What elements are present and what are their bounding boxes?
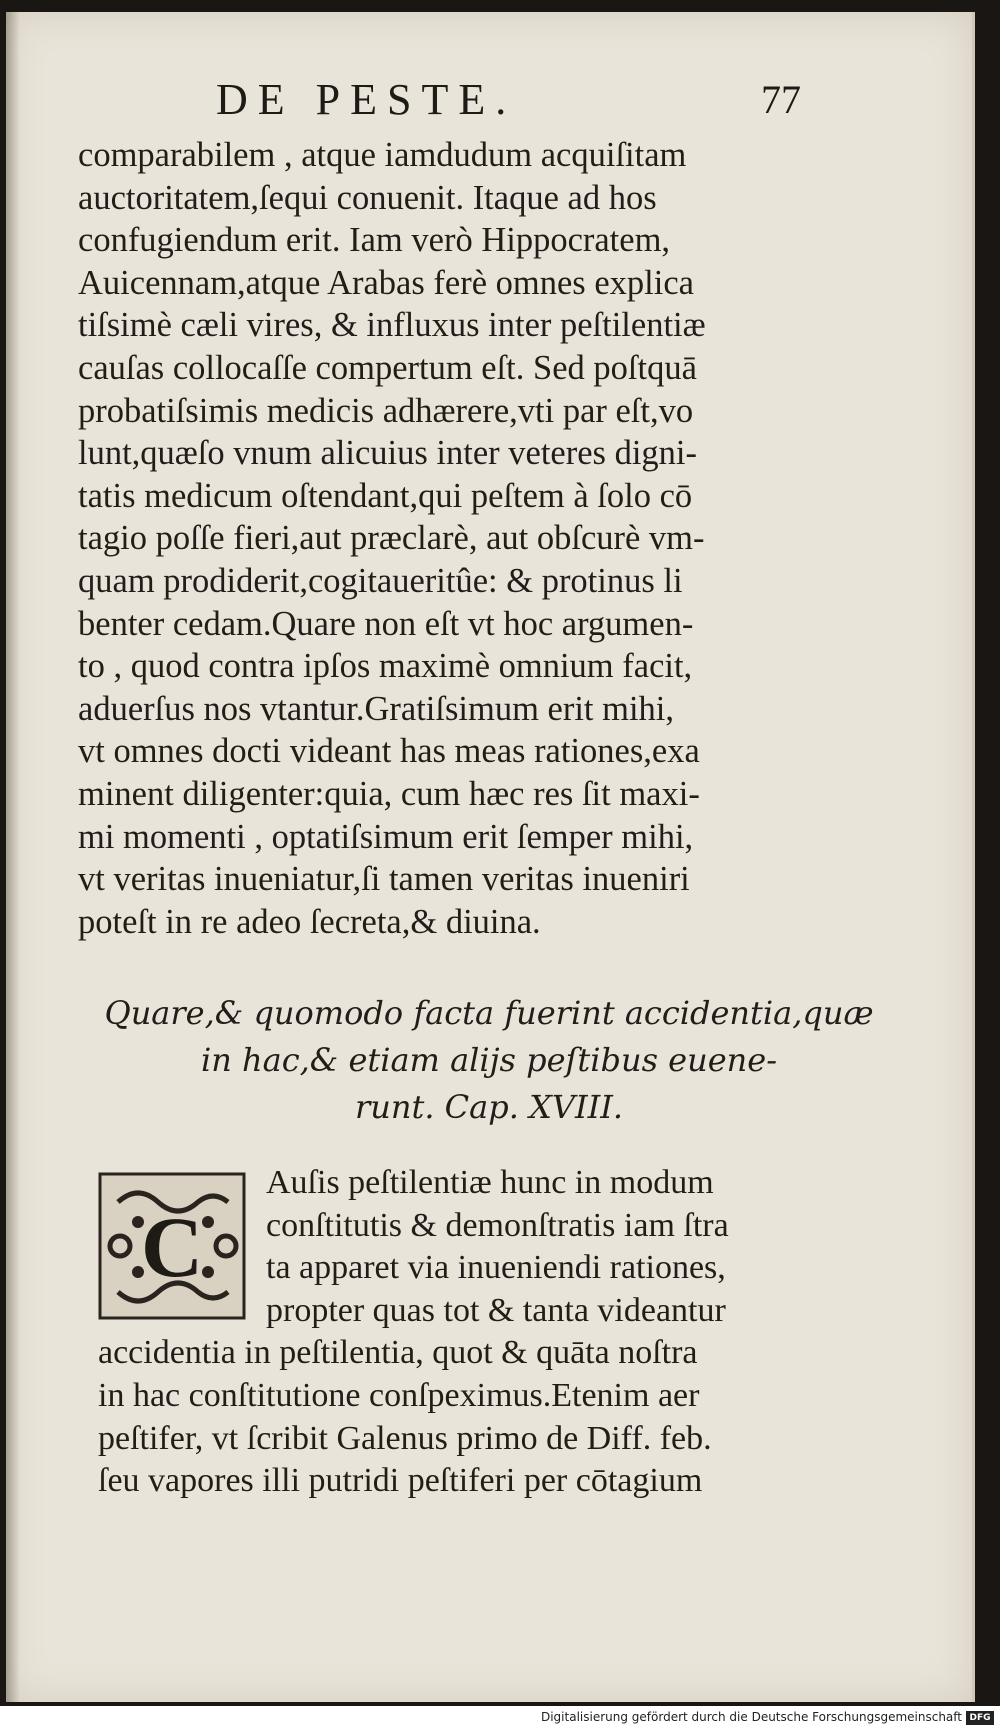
text-line: probatiſsimis medicis adhærere,vti par eſt,vo [78,391,694,430]
text-line: vt omnes docti videant has meas rationes,exa [78,732,700,771]
text-line: ta apparet via inueniendi rationes, [266,1249,726,1287]
chapter-heading-line: Quare,& quomodo facta fuerint accidentia,quæ [104,994,874,1032]
page-number: 77 [761,77,801,122]
text-line: tagio poſſe fieri,aut præclarè, aut obſcurè vm- [78,519,705,558]
text-line: to , quod contra ipſos maximè omnium facit, [78,647,693,686]
text-line: minent diligenter:quia, cum hæc res ſit maxi- [78,774,700,813]
chapter-heading [6,990,972,1131]
digitization-footer [0,1706,1000,1730]
chapter-heading-line: runt. Cap. XVIII. [354,1088,624,1126]
chapter-body [98,1162,928,1503]
text-line: tatis medicum oſtendant,qui peſtem à ſolo cō [78,476,693,515]
text-line: peſtifer, vt ſcribit Galenus primo de Diff. feb. [98,1419,712,1457]
text-line: accidentia in peſtilentia, quot & quāta noſtra [98,1334,698,1372]
initial-letter: C [140,1199,204,1295]
running-head-title: DE PESTE. [216,75,517,124]
funding-credit: Digitalisierung gefördert durch die Deutsche Forschungsgemeinschaft [540,1710,962,1724]
body-text [78,134,908,943]
spine-shadow [6,12,20,1702]
book-page [6,12,975,1702]
text-line: Auſis peſtilentiæ hunc in modum [266,1164,714,1201]
running-head [6,74,972,130]
text-line: Auicennam,atque Arabas ferè omnes explica [78,263,694,302]
text-line: cauſas collocaſſe compertum eſt. Sed poſtquā [78,348,697,387]
text-line: auctoritatem,ſequi conuenit. Itaque ad hos [78,178,657,217]
dfg-logo: DFG [966,1711,994,1725]
chapter-heading-line: in hac,& etiam alijs peſtibus euene- [200,1041,778,1079]
text-line: mi momenti , optatiſsimum erit ſemper mihi, [78,817,694,856]
text-line: vt veritas inueniatur,ſi tamen veritas inueniri [78,860,690,899]
text-line: propter quas tot & tanta videantur [266,1291,726,1329]
text-line: aduerſus nos vtantur.Gratiſsimum erit mihi, [78,689,675,728]
text-line: ſeu vapores illi putridi peſtiferi per cōtagium [98,1462,703,1500]
text-line: tiſsimè cæli vires, & influxus inter peſtilentiæ [78,306,706,345]
text-line: in hac conſtitutione conſpeximus.Etenim aer [98,1376,700,1414]
text-line: quam prodiderit,cogitaueritûe: & protinus li [78,561,683,600]
text-line: benter cedam.Quare non eſt vt hoc argumen- [78,604,694,643]
text-line: poteſt in re adeo ſecreta,& diuina. [78,902,541,941]
text-line: comparabilem , atque iamdudum acquiſitam [78,136,687,174]
decorated-initial-icon [98,1172,246,1320]
text-line: conſtitutis & demonſtratis iam ſtra [266,1206,729,1244]
text-line: lunt,quæſo vnum alicuius inter veteres digni- [78,434,697,473]
text-line: confugiendum erit. Iam verò Hippocratem, [78,221,671,260]
